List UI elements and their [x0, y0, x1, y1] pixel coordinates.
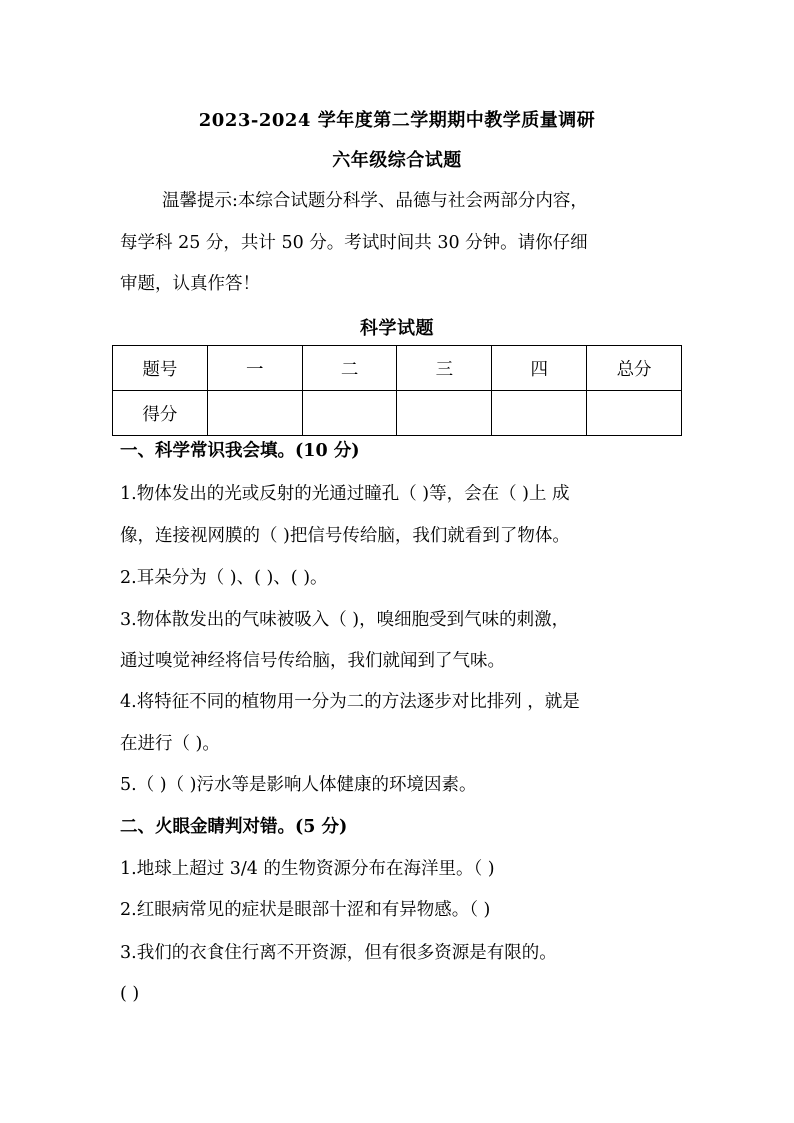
- notice-line-1: 温馨提示:本综合试题分科学、品德与社会两部分内容，: [162, 191, 588, 211]
- part1-question-3-line-1: 3.物体散发出的气味被吸入（ )，嗅细胞受到气味的刺激，: [120, 610, 570, 630]
- notice-line-3: 审题，认真作答！: [120, 274, 260, 294]
- part1-question-3-line-2: 通过嗅觉神经将信号传给脑，我们就闻到了气味。: [120, 651, 505, 671]
- score-table: [112, 345, 682, 436]
- part1-question-1-line-1: 1.物体发出的光或反射的光通过瞳孔（ )等，会在（ )上 成: [120, 484, 570, 504]
- part2-question-2: 2.红眼病常见的症状是眼部十涩和有异物感。（ ): [120, 900, 491, 920]
- score-cell-total[interactable]: [587, 391, 682, 436]
- part1-question-4-line-2: 在进行（ )。: [120, 734, 220, 754]
- score-cell-4[interactable]: [492, 391, 587, 436]
- part2-heading: 二、火眼金睛判对错。(5 分): [120, 817, 348, 837]
- score-table-header-cell: 一: [207, 346, 302, 391]
- part1-question-1-line-2: 像，连接视网膜的（ )把信号传给脑，我们就看到了物体。: [120, 526, 570, 546]
- score-table-header-cell: 总分: [587, 346, 682, 391]
- score-table-score-row: [113, 391, 682, 436]
- part1-question-4-line-1: 4.将特征不同的植物用一分为二的方法逐步对比排列 ，就是: [120, 692, 580, 712]
- part1-question-5: 5.（ )（ )污水等是影响人体健康的环境因素。: [120, 775, 477, 795]
- score-cell-3[interactable]: [397, 391, 492, 436]
- part1-heading: 一、科学常识我会填。(10 分): [120, 441, 360, 461]
- part2-question-1: 1.地球上超过 3/4 的生物资源分布在海洋里。（ ): [120, 859, 495, 879]
- score-cell-2[interactable]: [302, 391, 397, 436]
- exam-title: 2023-2024 学年度第二学期期中教学质量调研: [198, 110, 596, 131]
- score-row-label: 得分: [113, 391, 208, 436]
- exam-subtitle: 六年级综合试题: [332, 150, 462, 171]
- score-table-header-cell: 题号: [113, 346, 208, 391]
- part1-question-2: 2.耳朵分为（ )、( )、( )。: [120, 568, 328, 588]
- score-table-header-cell: 二: [302, 346, 397, 391]
- score-cell-1[interactable]: [207, 391, 302, 436]
- score-table-header-row: [113, 346, 682, 391]
- notice-line-2: 每学科 25 分，共计 50 分。考试时间共 30 分钟。请你仔细: [120, 233, 588, 253]
- score-table-header-cell: 三: [397, 346, 492, 391]
- section-title: 科学试题: [360, 318, 434, 339]
- part2-question-3-line-2: ( ): [120, 984, 140, 1004]
- part2-question-3-line-1: 3.我们的衣食住行离不开资源，但有很多资源是有限的。: [120, 943, 557, 963]
- score-table-header-cell: 四: [492, 346, 587, 391]
